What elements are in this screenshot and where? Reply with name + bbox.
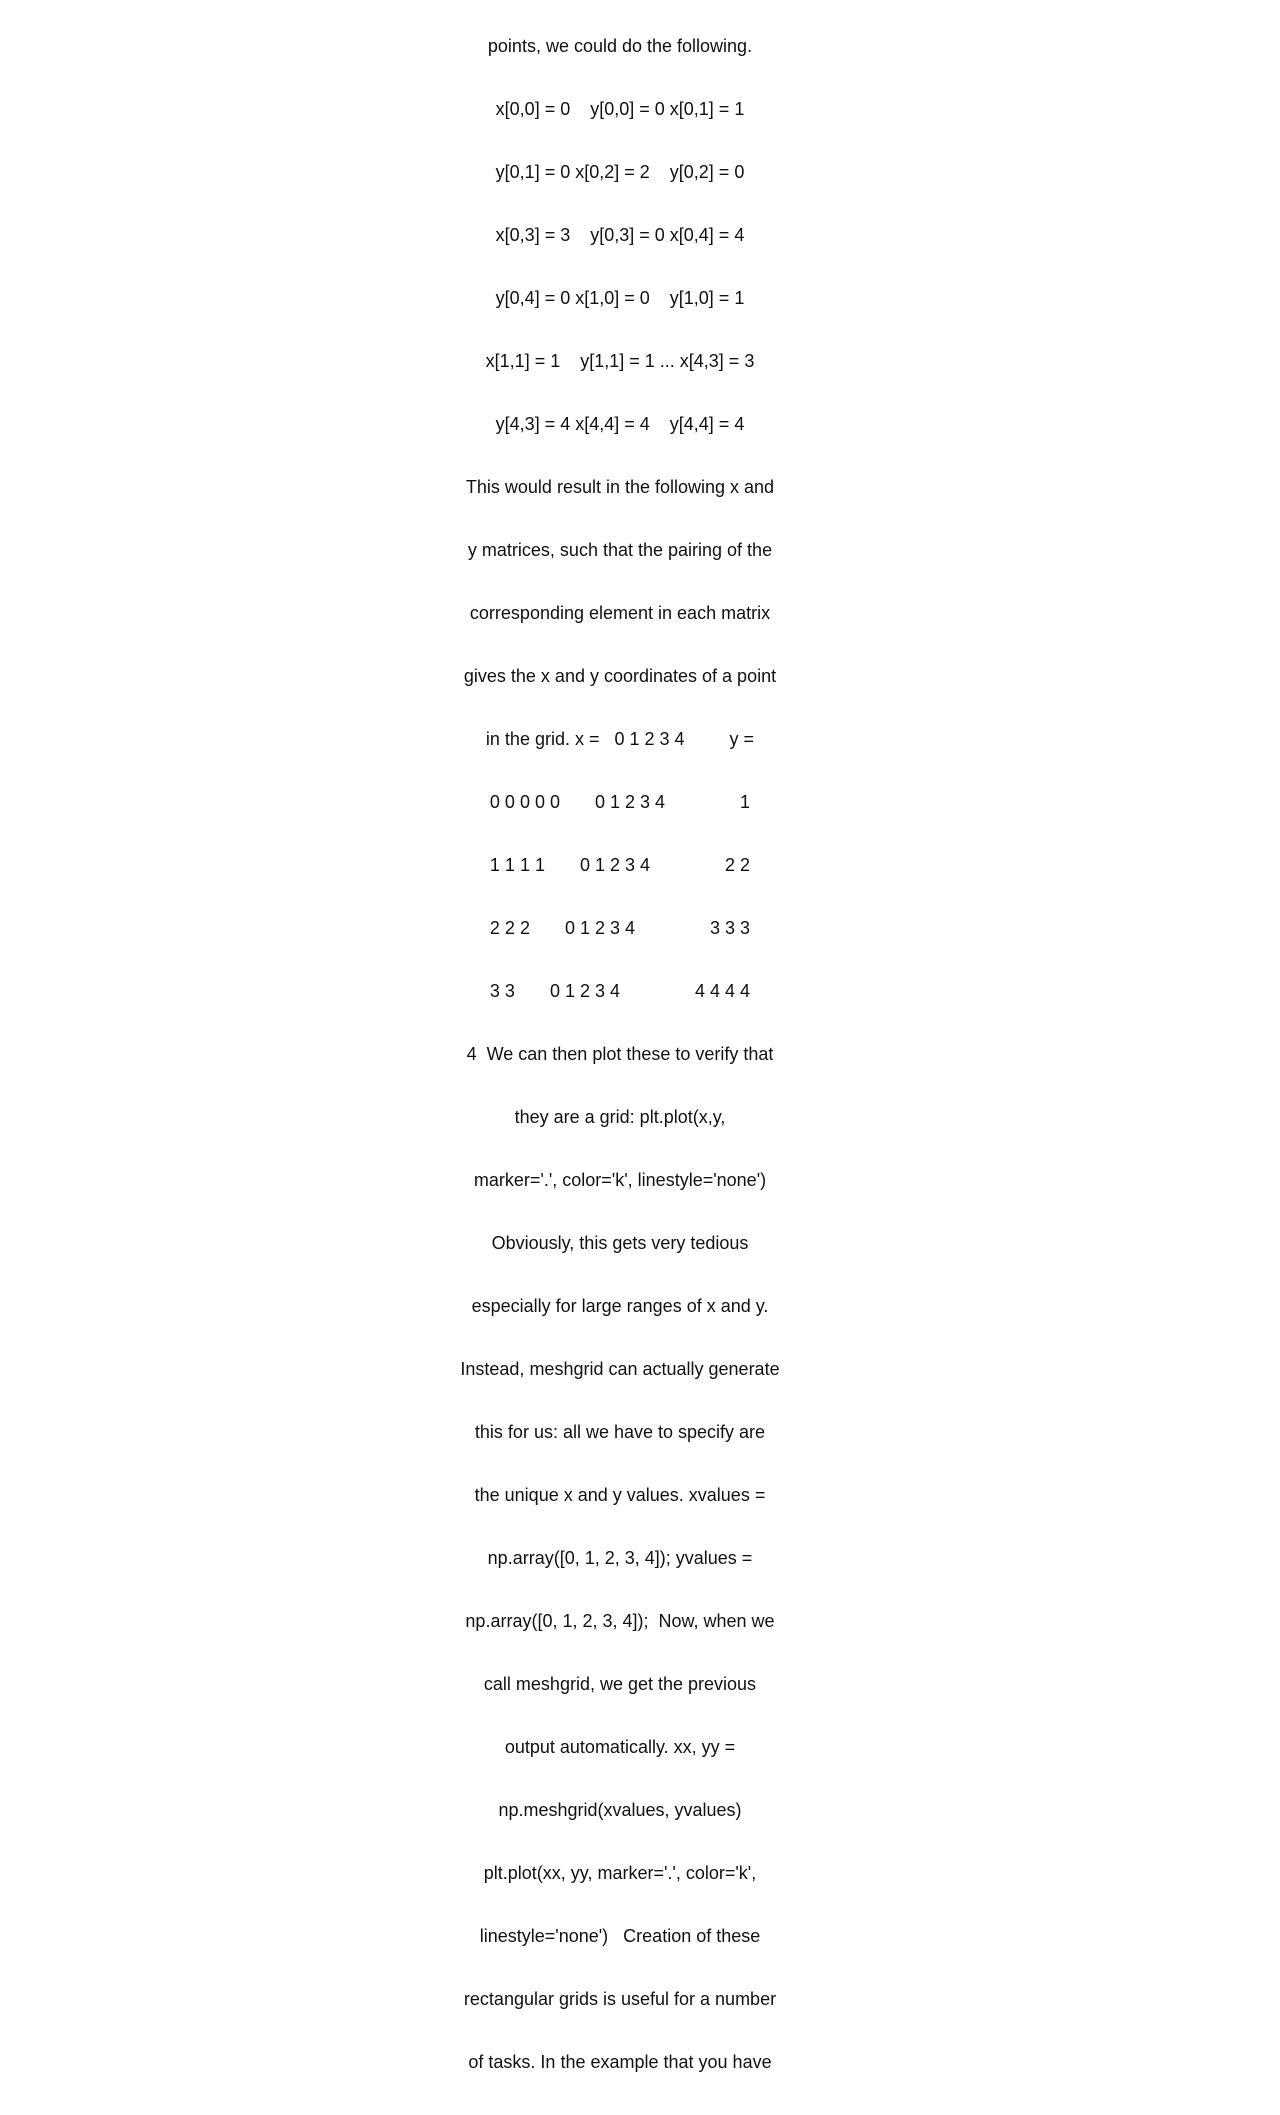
text-line: y matrices, such that the pairing of the (467, 540, 773, 560)
text-line: 2 2 2 0 1 2 3 4 3 3 3 (489, 918, 751, 938)
text-line: Obviously, this gets very tedious (491, 1233, 749, 1253)
text-line: gives the x and y coordinates of a point (463, 666, 777, 686)
text-line: Instead, meshgrid can actually generate (460, 1359, 780, 1379)
text-line: this for us: all we have to specify are (474, 1422, 766, 1442)
text-line: np.array([0, 1, 2, 3, 4]); yvalues = (487, 1548, 753, 1568)
text-line: 0 0 0 0 0 0 1 2 3 4 1 (489, 792, 751, 812)
text-line: np.meshgrid(xvalues, yvalues) (498, 1800, 742, 1820)
text-line: 4 We can then plot these to verify that (466, 1044, 774, 1064)
text-line: x[0,0] = 0 y[0,0] = 0 x[0,1] = 1 (495, 99, 745, 119)
text-line: linestyle='none') Creation of these (479, 1926, 761, 1946)
text-line: x[1,1] = 1 y[1,1] = 1 ... x[4,3] = 3 (485, 351, 755, 371)
text-line: rectangular grids is useful for a number (463, 1989, 777, 2009)
text-line: the unique x and y values. xvalues = (474, 1485, 766, 1505)
text-line: call meshgrid, we get the previous (483, 1674, 757, 1694)
text-line: x[0,3] = 3 y[0,3] = 0 x[0,4] = 4 (495, 225, 745, 245)
text-line: y[0,4] = 0 x[1,0] = 0 y[1,0] = 1 (495, 288, 745, 308)
text-line: they are a grid: plt.plot(x,y, (514, 1107, 726, 1127)
text-line: 1 1 1 1 0 1 2 3 4 2 2 (489, 855, 751, 875)
text-line: np.array([0, 1, 2, 3, 4]); Now, when we (465, 1611, 775, 1631)
text-line: points, we could do the following. (487, 36, 753, 56)
text-line: y[0,1] = 0 x[0,2] = 2 y[0,2] = 0 (495, 162, 745, 182)
text-line: corresponding element in each matrix (469, 603, 771, 623)
text-line: output automatically. xx, yy = (504, 1737, 736, 1757)
text-line: marker='.', color='k', linestyle='none') (473, 1170, 767, 1190)
text-line: plt.plot(xx, yy, marker='.', color='k', (483, 1863, 757, 1883)
text-line: especially for large ranges of x and y. (471, 1296, 769, 1316)
text-line: y[4,3] = 4 x[4,4] = 4 y[4,4] = 4 (495, 414, 745, 434)
document-text (460, 0, 780, 2115)
text-line: 3 3 0 1 2 3 4 4 4 4 4 (489, 981, 751, 1001)
text-line: This would result in the following x and (465, 477, 775, 497)
text-line: in the grid. x = 0 1 2 3 4 y = (485, 729, 755, 749)
text-line: of tasks. In the example that you have (468, 2052, 772, 2072)
